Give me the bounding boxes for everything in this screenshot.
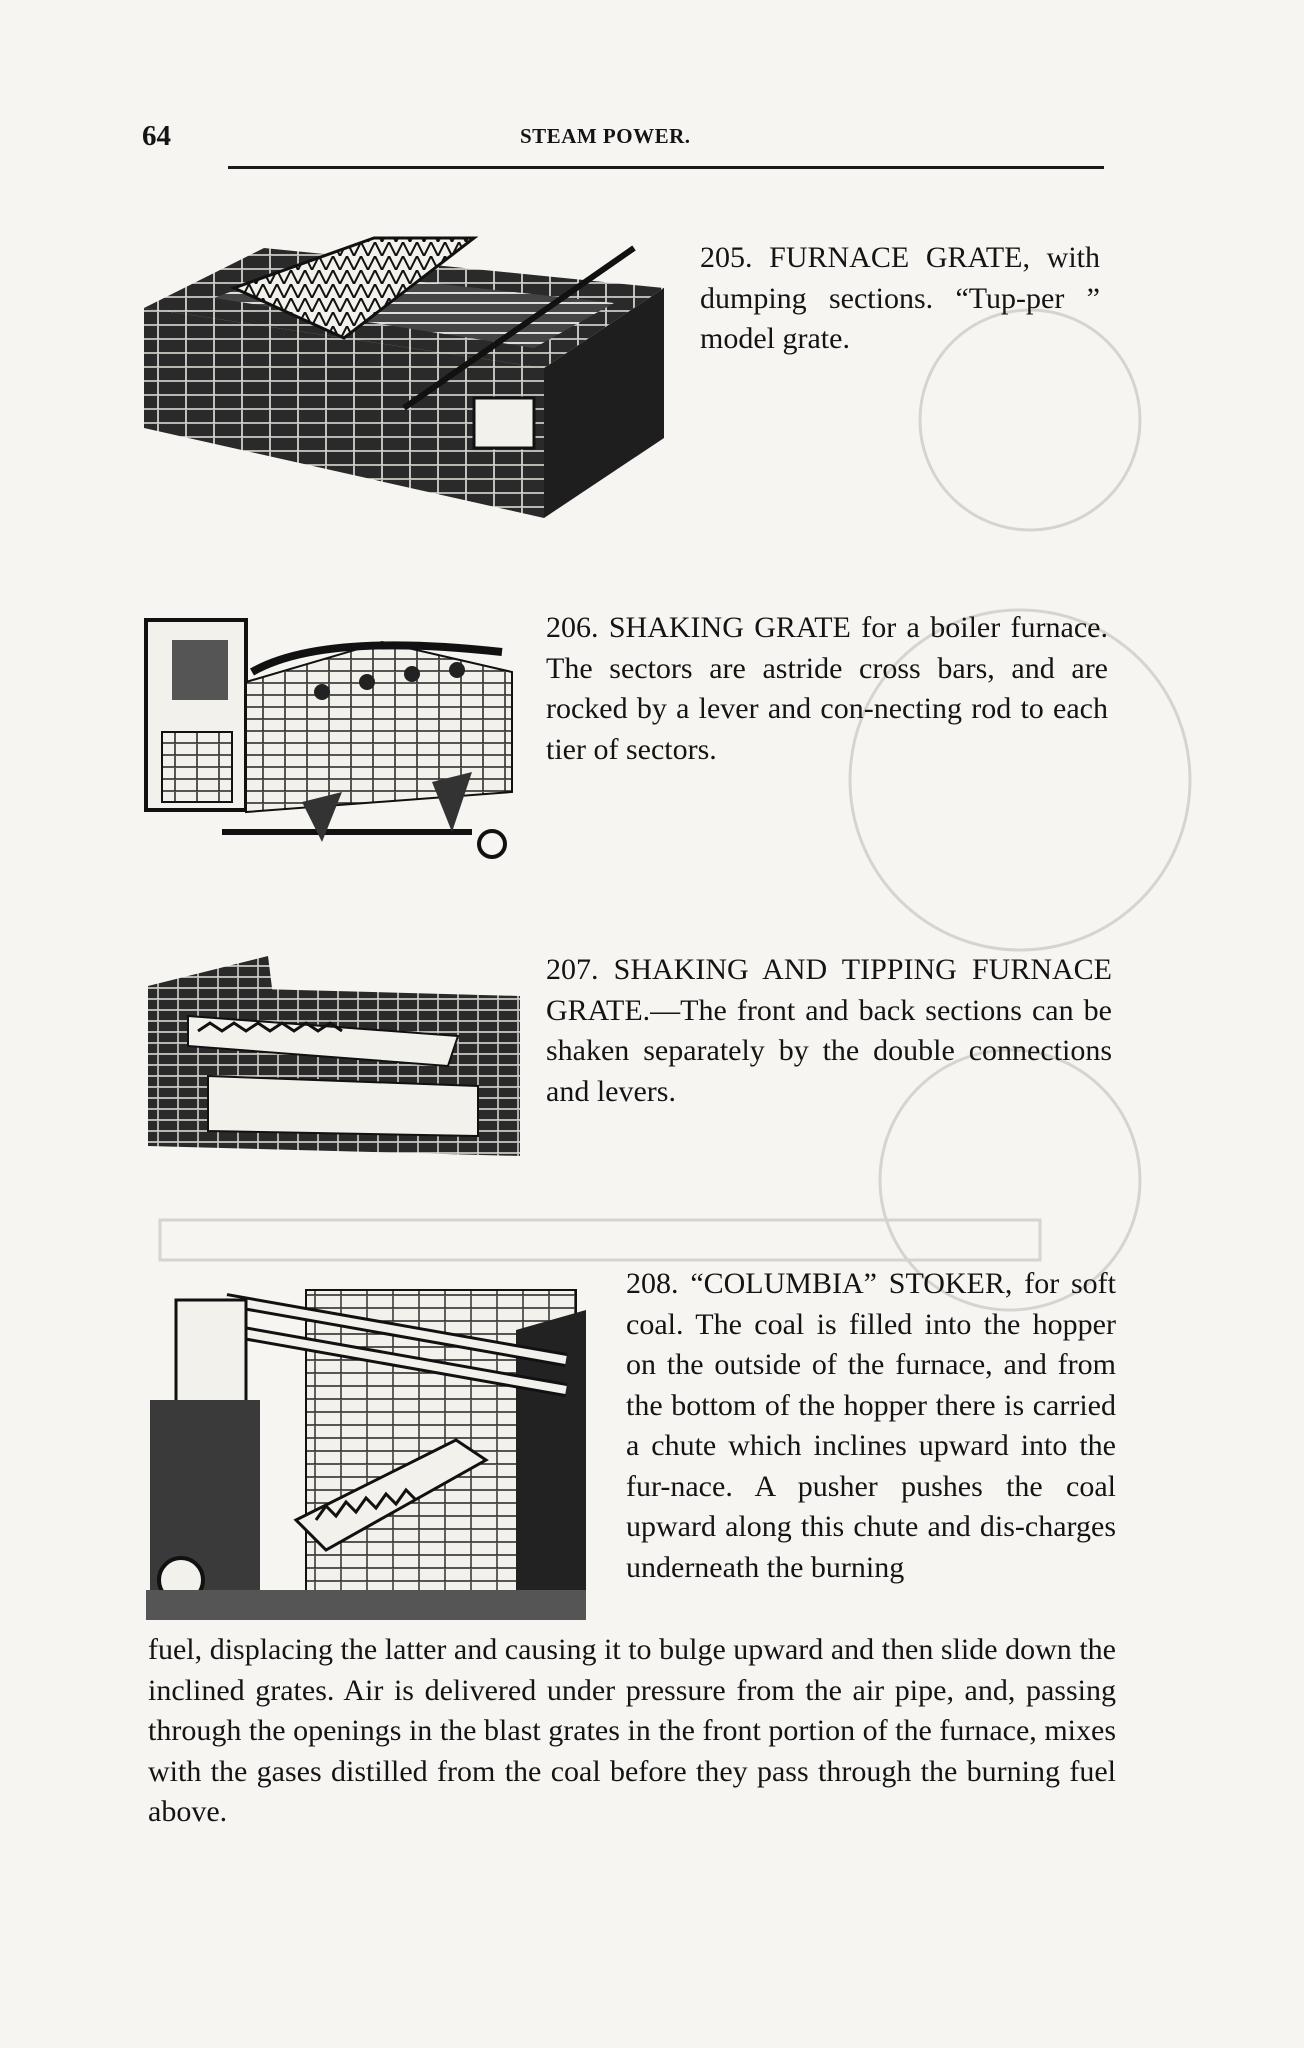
caption-208-continuation: fuel, displacing the latter and causing it to bulge upward and then slide down the inclined grates. Air is delivered under pressure from the air pipe, and, passing through the openings in the blast grates in the front portion of the furnace, mixes with the gases distilled from the coal before they pass through the burning fuel above. [148, 1633, 1116, 1828]
figure-208-columbia-stoker [146, 1270, 586, 1620]
running-title: STEAM POWER. [520, 124, 691, 148]
caption-205-text: 205. FURNACE GRATE, with dumping sections. “Tup-per ” model grate. [700, 241, 1100, 355]
caption-207-text: 207. SHAKING AND TIPPING FURNACE GRATE.—The front and back sections can be shaken separately by the double connections and levers. [546, 953, 1112, 1108]
figure-207-shaking-tipping-grate [148, 956, 520, 1156]
page-number: 64 [142, 120, 171, 152]
figure-205-furnace-grate [144, 228, 684, 518]
caption-208 [626, 1264, 1116, 1588]
caption-206-text: 206. SHAKING GRATE for a boiler furnace. The sectors are astride cross bars, and are rocked by a lever and con-necting rod to each tier of sectors. [546, 611, 1108, 766]
caption-206 [546, 608, 1108, 770]
caption-207 [546, 950, 1112, 1112]
figure-206-shaking-grate [142, 612, 522, 862]
caption-205 [700, 238, 1100, 360]
caption-208-text: 208. “COLUMBIA” STOKER, for soft coal. The coal is filled into the hopper on the outside of the furnace, and from the bottom of the hopper there is carried a chute which inclines upward into the fur-nace. A pusher pushes the coal upward along this chute and dis-charges underneath the burning [626, 1267, 1116, 1584]
header-rule [228, 166, 1104, 169]
